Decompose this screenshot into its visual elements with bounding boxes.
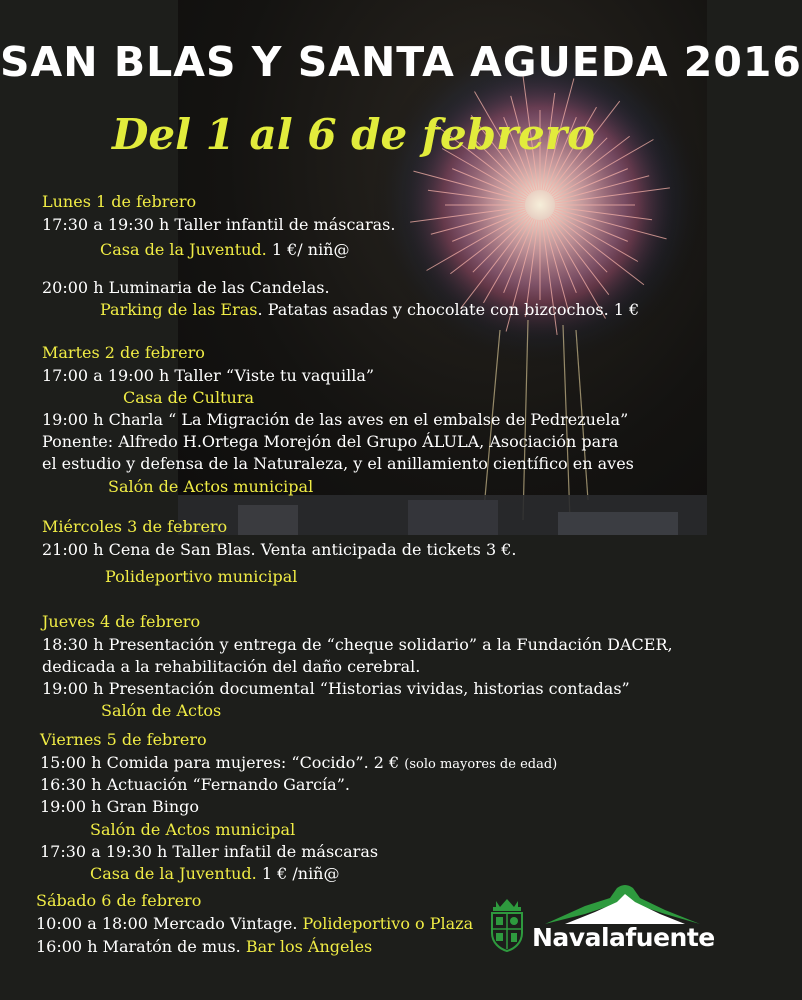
event-line: 20:00 h Luminaria de las Candelas. (42, 278, 330, 297)
day-monday: Lunes 1 de febrero (42, 192, 197, 211)
mountain-logo-icon (545, 884, 700, 924)
event-place: Salón de Actos municipal (90, 820, 296, 839)
event-line: 21:00 h Cena de San Blas. Venta anticipada de tickets 3 €. (42, 540, 517, 559)
poster-title: SAN BLAS Y SANTA AGUEDA 2016 (0, 38, 802, 86)
event-line: el estudio y defensa de la Naturaleza, y el anillamiento científico en aves (42, 454, 634, 473)
event-place: Salón de Actos municipal (108, 477, 314, 496)
event-text: 15:00 h Comida para mujeres: “Cocido”. 2 € (40, 753, 405, 772)
event-line: 18:30 h Presentación y entrega de “cheque solidario” a la Fundación DACER, (42, 635, 673, 654)
event-line: 19:00 h Gran Bingo (40, 797, 199, 816)
event-line: 17:30 a 19:30 h Taller infantil de máscaras. (42, 215, 396, 234)
event-text: 16:00 h Maratón de mus. (36, 937, 246, 956)
event-place: Casa de la Juventud. (100, 240, 267, 259)
event-place: Polideportivo o Plaza (302, 914, 474, 933)
event-place: Polideportivo municipal (105, 567, 298, 586)
event-place-line (100, 300, 639, 319)
event-line: 17:30 a 19:30 h Taller infatil de máscaras (40, 842, 379, 861)
event-place-line (90, 864, 339, 883)
event-price: 1 €/ niñ@ (266, 240, 350, 259)
day-thursday: Jueves 4 de febrero (42, 612, 201, 631)
event-line (40, 753, 557, 772)
event-line: 16:30 h Actuación “Fernando García”. (40, 775, 350, 794)
event-place: Parking de las Eras (100, 300, 258, 319)
day-friday: Viernes 5 de febrero (40, 730, 207, 749)
event-line: 19:00 h Presentación documental “Historias vividas, historias contadas” (42, 679, 630, 698)
coat-of-arms-icon (488, 897, 526, 953)
logo-text: Navalafuente (532, 923, 715, 952)
event-line: dedicada a la rehabilitación del daño cerebral. (42, 657, 421, 676)
event-place-line (100, 240, 349, 259)
event-price: 1 € /niñ@ (256, 864, 340, 883)
event-line: 19:00 h Charla “ La Migración de las aves en el embalse de Pedrezuela” (42, 410, 629, 429)
event-text: 10:00 a 18:00 Mercado Vintage. (36, 914, 303, 933)
event-line (36, 914, 473, 933)
day-wednesday: Miércoles 3 de febrero (42, 517, 228, 536)
event-extra: . Patatas asadas y chocolate con bizcochos. 1 € (257, 300, 640, 319)
day-tuesday: Martes 2 de febrero (42, 343, 205, 362)
day-saturday: Sábado 6 de febrero (36, 891, 202, 910)
poster-subtitle: Del 1 al 6 de febrero (111, 110, 596, 159)
event-line: 17:00 a 19:00 h Taller “Viste tu vaquilla” (42, 366, 375, 385)
event-line: Ponente: Alfredo H.Ortega Morejón del Grupo ÁLULA, Asociación para (42, 432, 619, 451)
event-place: Casa de Cultura (123, 388, 254, 407)
event-place: Bar los Ángeles (245, 937, 373, 956)
event-place: Salón de Actos (101, 701, 222, 720)
event-line (36, 937, 372, 956)
event-note: (solo mayores de edad) (404, 757, 558, 772)
event-place: Casa de la Juventud. (90, 864, 257, 883)
